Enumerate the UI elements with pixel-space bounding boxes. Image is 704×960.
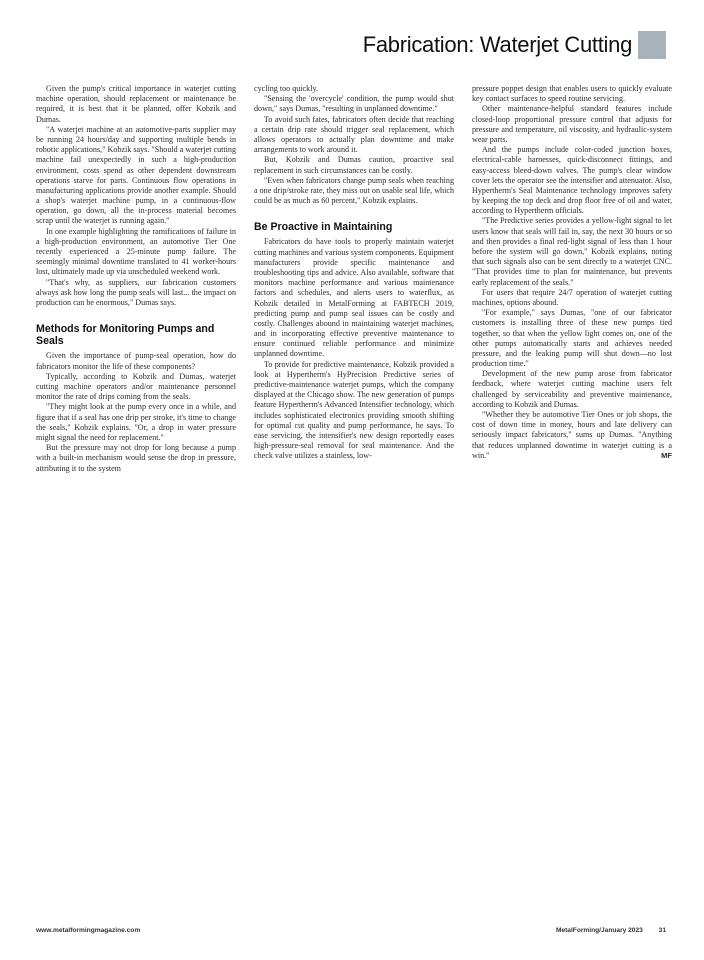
paragraph-text: "Whether they be automotive Tier Ones or job shops, the cost of down time in money, hours and late delivery can seriously impact fabricators," sums up Dumas. "Anything that reduces unplanned downtime in waterjet cutting is a win." [472, 410, 672, 460]
paragraph: To provide for predictive maintenance, Kobzik provided a look at Hypertherm's HyPrecision Predictive series of predictive-maintenance waterjet pumps, which the company displayed at the Chicago show. The new generation of pumps feature Hypertherm's Advanced Intensifier technology, which includes sophisticated electronics providing smooth shifting for optimal cut quality and pump performance, he says. To ease servicing, the intensifier's new design reportedly eases high-pressure-seal removal for seal maintenance. And the check valve utilizes a stainless, low- [254, 359, 454, 461]
page-header [363, 30, 666, 60]
footer-issue: MetalForming/January 2023 [555, 927, 643, 934]
paragraph: "That's why, as suppliers, our fabrication customers always ask how long the pump seals will last... the impact on production can be enormous," Dumas says. [36, 277, 236, 307]
paragraph: But, Kobzik and Dumas caution, proactive seal replacement in such circumstances can be costly. [254, 155, 454, 175]
header-color-block [638, 31, 666, 59]
column-2 [254, 84, 454, 916]
footer-right [542, 927, 666, 934]
subheading-proactive: Be Proactive in Maintaining [254, 221, 393, 234]
paragraph: Typically, according to Kobzik and Dumas, waterjet cutting machine operators and/or maintenance personnel monitor the rate of drips coming from the seals. [36, 371, 236, 402]
subheading-monitoring: Methods for Monitoring Pumps and Seals [36, 323, 215, 348]
footer-website: www.metalformingmagazine.com [36, 927, 141, 934]
paragraph: pressure poppet design that enables users to quickly evaluate key contact surfaces to speed routine servicing. [472, 84, 672, 104]
paragraph: cycling too quickly. [254, 84, 318, 93]
section-title: Fabrication: Waterjet Cutting [362, 32, 632, 57]
paragraph: For users that require 24/7 operation of waterjet cutting machines, options abound. [472, 287, 672, 307]
column-3 [472, 84, 672, 916]
page-number: 31 [658, 927, 666, 934]
paragraph: "A waterjet machine at an automotive-parts supplier may be running 24 hours/day and supporting multiple bends in robotic applications," Kobzik says. "Should a waterjet cutting machine fail unexpectedly in such a high-production environment, costs spend as other dependent downstream operations starve for parts. Continuous flow operations in manufacturing applications provide another example. Should a shop's waterjet machine pump, in a continuous-flow operation, go down, all the in-process material becomes scrap until the waterjet is running again." [36, 124, 236, 226]
paragraph: Fabricators do have tools to properly maintain waterjet cutting machines and various system components. Equipment manufacturers provide specific maintenance and troubleshooting tips and advice. Also available, software that monitors machine performance and various maintenance factors and schedules, and alerts users to waterflux, as Kobzik detailed in MetalForming at FABTECH 2019, predicting pump and pump seal issues can be costly and costly. Challenges abound in maintaining waterjet machines, and in incorporating effective preventive maintenance to ensure continued reliable performance and minimize unplanned downtime. [254, 237, 454, 359]
paragraph: Given the pump's critical importance in waterjet cutting machine operation, should replacement or maintenance be required, it is best that it be planned, offer Kobzik and Dumas. [36, 84, 236, 124]
paragraph: But the pressure may not drop for long because a pump with a built-in mechanism would sense the drop in pressure, attributing it to the system [36, 443, 236, 473]
paragraph: And the pumps include color-coded junction boxes, electrical-cable harnesses, quick-disconnect fittings, and easy-access bleed-down valves. The pump's clear window cover lets the operator see the intensifier and attenuator. Also, Hypertherm's Seal Maintenance technology improves safety by keeping the top deck and drop floor free of oil and water, according to Hypertherm officials. [472, 145, 672, 216]
paragraph: Given the importance of pump-seal operation, how do fabricators monitor the life of these components? [36, 351, 236, 371]
article-body [36, 84, 672, 916]
paragraph: "Sensing the 'overcycle' condition, the pump would shut down," says Dumas, "resulting in unplanned downtime." [254, 94, 454, 114]
paragraph: In one example highlighting the ramifications of failure in a high-production environment, an automotive Tier One recently experienced a 25-minute pump failure. The seemingly minimal downtime translated to 41 worker-hours lost, ultimately made up via unscheduled weekend work. [36, 226, 236, 277]
column-1 [36, 84, 236, 916]
paragraph: "The Predictive series provides a yellow-light signal to let users know that seals will fail in, say, the next 30 hours or so and then provides a final red-light signal of less than 1 hour before the system will go down," Kobzik explains, noting that such signals also can be sent directly to a waterjet CNC. "That provides time to plan for maintenance, but prevents early replacement of the seals." [472, 216, 672, 287]
end-of-article-mark: MF [661, 450, 672, 460]
paragraph: Other maintenance-helpful standard features include closed-loop proportional pressure control that adjusts for pressure and temperature, oil viscosity, and hydraulic-system wear parts. [472, 104, 672, 144]
paragraph: "They might look at the pump every once in a while, and figure that if a seal has one drip per stroke, it's time to change the seals," Kobzik explains. "Or, a drop in water pressure might signal the need for replacement." [36, 402, 236, 442]
paragraph: Development of the new pump arose from fabricator feedback, where waterjet cutting machine users felt challenged by serviceability and preventive maintenance, according to Kobzik and Dumas. [472, 369, 672, 409]
paragraph: "Even when fabricators change pump seals when reaching a one drip/stroke rate, they miss out on usable seal life, which could be as much as 60 percent," Kobzik explains. [254, 175, 454, 206]
paragraph: "For example," says Dumas, "one of our fabricator customers is installing three of these new pumps tied together, so that when the yellow light comes on, one of the other pumps automatically starts and achieves needed pressure, and the leaking pump will shut down—no lost production time." [472, 308, 672, 369]
page-footer [36, 927, 666, 934]
paragraph [472, 410, 672, 461]
paragraph: To avoid such fates, fabricators often decide that reaching a certain drip rate should trigger seal replacement, which allows operators to actually plan downtime and make arrangements to work around it. [254, 114, 454, 155]
